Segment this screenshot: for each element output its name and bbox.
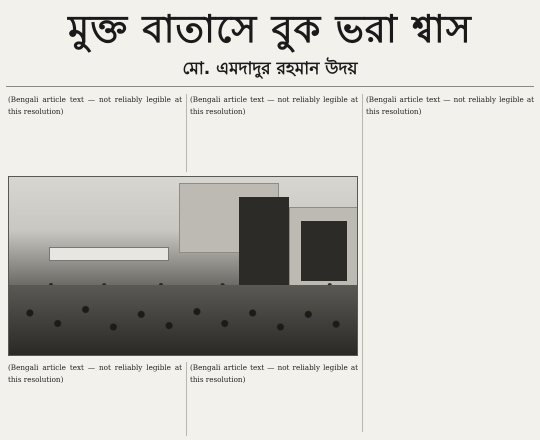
body-text: (Bengali article text — not reliably legible at this resolution) xyxy=(8,363,182,384)
header-divider xyxy=(6,86,534,87)
column-separator xyxy=(186,94,187,172)
article-headline: মুক্ত বাতাসে বুক ভরা শ্বাস xyxy=(68,7,472,51)
body-text: (Bengali article text — not reliably legible at this resolution) xyxy=(366,95,534,116)
column-2-top xyxy=(190,94,358,172)
body-text: (Bengali article text — not reliably legible at this resolution) xyxy=(190,95,358,116)
column-separator xyxy=(186,362,187,436)
column-2-bottom xyxy=(190,362,358,436)
column-3 xyxy=(366,94,534,432)
article-byline: মো. এমদাদুর রহমান উদয় xyxy=(182,59,358,79)
column-1-top xyxy=(8,94,182,172)
building-shape xyxy=(239,197,289,287)
crowd-photo xyxy=(8,176,358,356)
crowd-shape xyxy=(9,285,357,355)
column-1-bottom xyxy=(8,362,182,436)
body-text: (Bengali article text — not reliably legible at this resolution) xyxy=(8,95,182,116)
banner-shape xyxy=(49,247,169,261)
body-text: (Bengali article text — not reliably legible at this resolution) xyxy=(190,363,358,384)
window-shape xyxy=(301,221,347,281)
column-separator xyxy=(362,94,363,432)
